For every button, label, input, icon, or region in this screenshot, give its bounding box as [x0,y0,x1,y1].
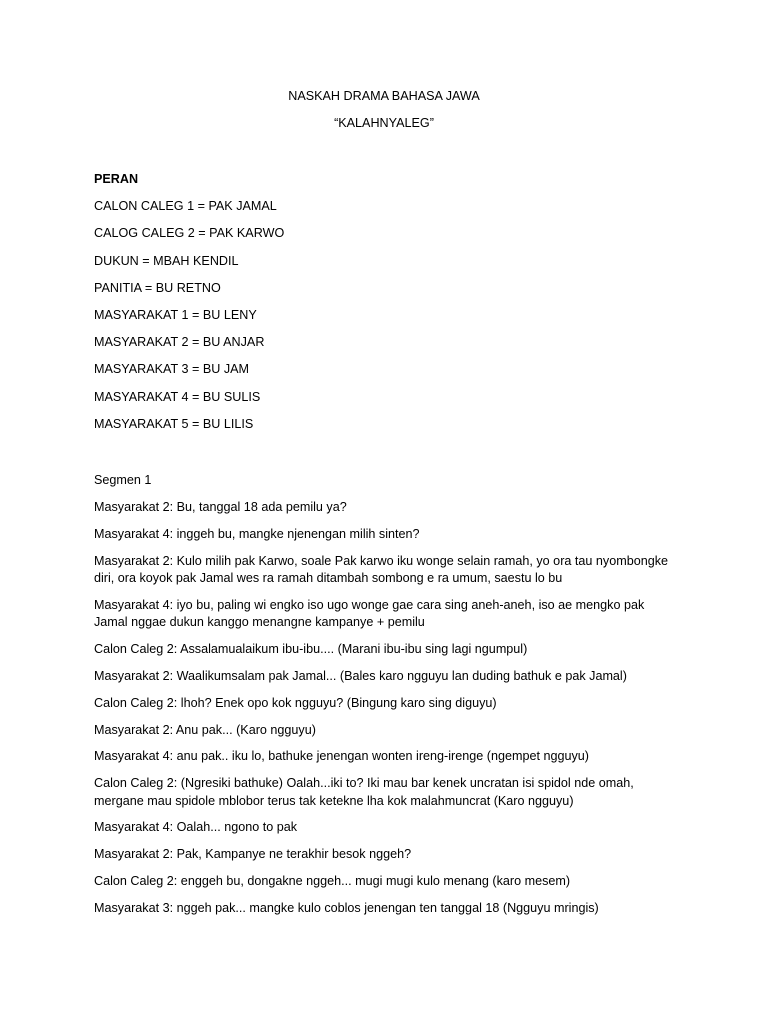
dialog-line: Calon Caleg 2: Assalamualaikum ibu-ibu.... (Marani ibu-ibu sing lagi ngumpul) [94,642,528,657]
segment-heading: Segmen 1 [94,473,152,487]
dialog-line: Masyarakat 2: Bu, tanggal 18 ada pemilu ya? [94,500,347,514]
roles-section [94,171,694,443]
role-item: MASYARAKAT 2 = BU ANJAR [94,335,265,350]
dialog-line: Masyarakat 2: Anu pak... (Karo ngguyu) [94,722,316,737]
role-item: MASYARAKAT 5 = BU LILIS [94,416,254,431]
roles-heading: PERAN [94,172,139,186]
dialog-line: Calon Caleg 2: lhoh? Enek opo kok ngguyu? (Bingung karo sing diguyu) [94,695,497,710]
role-item: MASYARAKAT 3 = BU JAM [94,362,250,377]
dialog-line: Masyarakat 4: Oalah... ngono to pak [94,820,298,835]
dialog-line: Masyarakat 2: Kulo milih pak Karwo, soale Pak karwo iku wonge selain ramah, yo ora tau nyombongke diri, ora koyok pak Jamal wes ra ramah ditambah sombong e ra umum, saestu lo bu [94,553,669,586]
dialog-line: Masyarakat 3: nggeh pak... mangke kulo coblos jenengan ten tanggal 18 (Ngguyu mringis) [94,900,599,915]
dialog-section [94,472,679,927]
role-item: CALOG CALEG 2 = PAK KARWO [94,226,285,241]
role-item: MASYARAKAT 1 = BU LENY [94,307,257,322]
role-item: PANITIA = BU RETNO [94,280,221,295]
role-item: MASYARAKAT 4 = BU SULIS [94,389,261,404]
dialog-line: Masyarakat 2: Pak, Kampanye ne terakhir besok nggeh? [94,847,412,862]
dialog-line: Calon Caleg 2: enggeh bu, dongakne nggeh... mugi mugi kulo menang (karo mesem) [94,874,571,889]
dialog-line: Masyarakat 4: anu pak.. iku lo, bathuke jenengan wonten ireng-irenge (ngempet ngguyu) [94,749,589,764]
role-item: DUKUN = MBAH KENDIL [94,253,239,268]
role-item: CALON CALEG 1 = PAK JAMAL [94,199,277,214]
document-title: NASKAH DRAMA BAHASA JAWA [288,89,480,103]
dialog-line: Masyarakat 4: inggeh bu, mangke njenengan milih sinten? [94,526,420,541]
dialog-line: Calon Caleg 2: (Ngresiki bathuke) Oalah...iki to? Iki mau bar kenek uncratan isi spidol nde omah, mergane mau spidole mblobor terus tak ketekne lha kok malahmuncrat (Karo ngguyu) [94,776,634,808]
dialog-line: Masyarakat 2: Waalikumsalam pak Jamal... (Bales karo ngguyu lan duding bathuk e pak Jamal) [94,668,627,683]
dialog-line: Masyarakat 4: iyo bu, paling wi engko iso ugo wonge gae cara sing aneh-aneh, iso ae mengko pak Jamal nggae dukun kanggo menangne kampanye + pemilu [94,597,645,630]
document-subtitle: “KALAHNYALEG” [334,116,434,130]
